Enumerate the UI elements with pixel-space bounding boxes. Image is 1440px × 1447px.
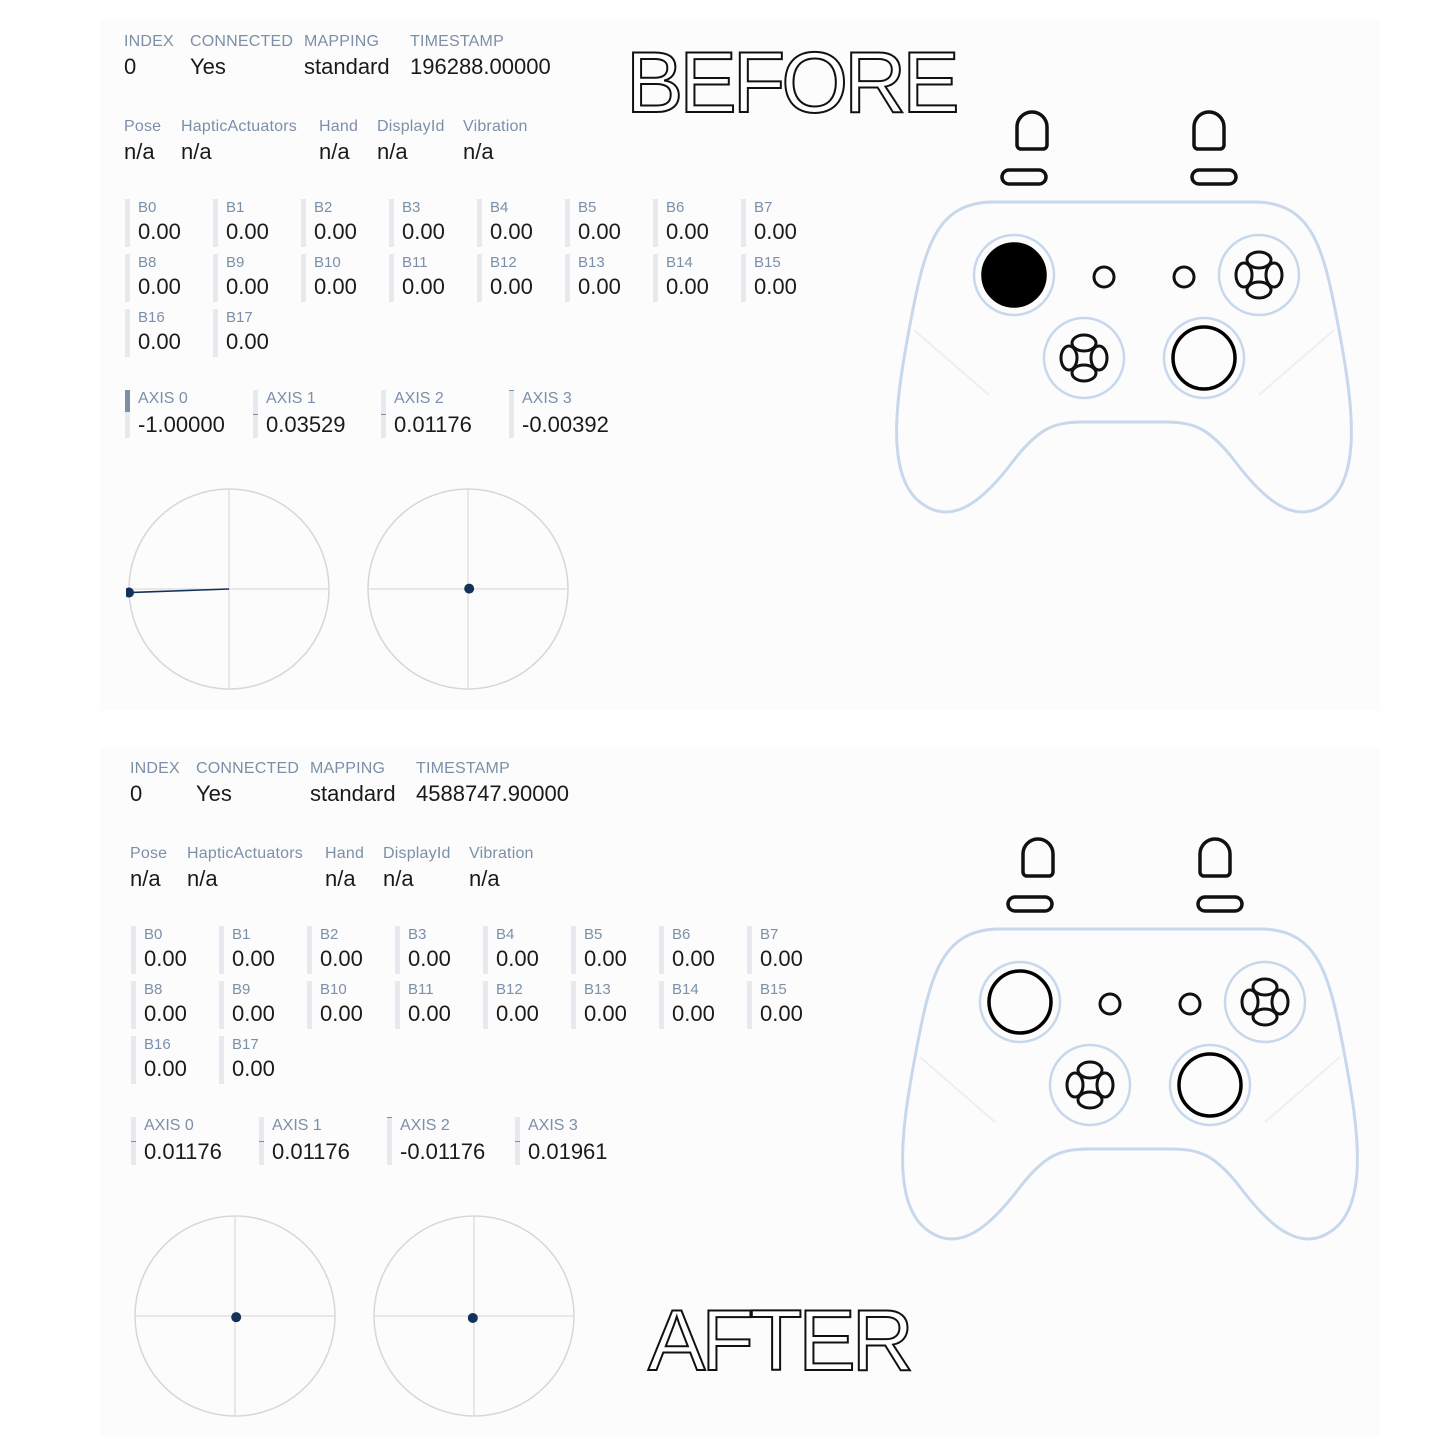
button-label: B4 <box>496 926 514 943</box>
index-value: 0 <box>124 54 136 80</box>
button-value-bar <box>565 199 570 247</box>
menu-button-icon <box>1174 267 1194 287</box>
button-label: B3 <box>402 199 420 216</box>
button-cell-b5 <box>565 199 645 247</box>
button-label: B11 <box>402 254 428 271</box>
gamepad-diagram <box>890 827 1370 1247</box>
button-label: B5 <box>578 199 596 216</box>
button-value-bar <box>395 926 400 974</box>
button-value: 0.00 <box>672 1001 715 1027</box>
button-label: B6 <box>672 926 690 943</box>
axis-label: AXIS 2 <box>394 390 444 408</box>
axis-value: 0.01961 <box>528 1139 608 1165</box>
mapping-value: standard <box>304 54 390 80</box>
button-label: B1 <box>226 199 244 216</box>
timestamp-value: 4588747.90000 <box>416 781 569 807</box>
button-label: B8 <box>138 254 156 271</box>
dpad-icon <box>1050 1045 1130 1125</box>
button-label: B4 <box>490 199 508 216</box>
button-cell-b5 <box>571 926 651 974</box>
button-value-bar <box>213 254 218 302</box>
button-label: B10 <box>320 981 347 998</box>
button-label: B16 <box>138 309 165 326</box>
button-label: B13 <box>578 254 605 271</box>
axis-fill <box>125 390 130 412</box>
button-cell-b4 <box>483 926 563 974</box>
button-label: B7 <box>760 926 778 943</box>
axis-value: -0.01176 <box>400 1139 485 1165</box>
button-label: B10 <box>314 254 341 271</box>
right-bumper-icon <box>1198 839 1242 911</box>
mapping-label: MAPPING <box>310 760 385 778</box>
button-value-bar <box>653 199 658 247</box>
axis-value: -0.00392 <box>522 412 609 438</box>
axis-label: AXIS 3 <box>522 390 572 408</box>
button-value-bar <box>659 926 664 974</box>
button-cell-b2 <box>307 926 387 974</box>
left-stick-icon <box>980 962 1060 1042</box>
button-value-bar <box>213 199 218 247</box>
button-value-bar <box>307 926 312 974</box>
axis-cell-1 <box>259 1117 379 1167</box>
dpad-icon <box>1044 318 1124 398</box>
button-value-bar <box>125 309 130 357</box>
axis-label: AXIS 2 <box>400 1117 450 1135</box>
button-value-bar <box>659 981 664 1029</box>
pose-value: n/a <box>130 866 161 892</box>
button-cell-b10 <box>307 981 387 1029</box>
button-value: 0.00 <box>232 1001 275 1027</box>
button-value: 0.00 <box>138 219 181 245</box>
right-stick-icon <box>1170 1045 1250 1125</box>
button-value: 0.00 <box>496 1001 539 1027</box>
connected-value: Yes <box>190 54 226 80</box>
button-cell-b2 <box>301 199 381 247</box>
left-stick-icon <box>974 235 1054 315</box>
button-value: 0.00 <box>226 219 269 245</box>
after-overlay-text: AFTER <box>648 1292 910 1391</box>
button-value: 0.00 <box>226 329 269 355</box>
connected-value: Yes <box>196 781 232 807</box>
timestamp-label: TIMESTAMP <box>416 760 510 778</box>
button-cell-b1 <box>219 926 299 974</box>
axis-value: -1.00000 <box>138 412 225 438</box>
button-value: 0.00 <box>226 274 269 300</box>
button-value: 0.00 <box>578 219 621 245</box>
axis-label: AXIS 1 <box>272 1117 322 1135</box>
axis-label: AXIS 1 <box>266 390 316 408</box>
button-value: 0.00 <box>490 274 533 300</box>
axis-cell-2 <box>381 390 501 440</box>
hapticactuators-value: n/a <box>187 866 218 892</box>
button-label: B9 <box>232 981 250 998</box>
button-cell-b11 <box>395 981 475 1029</box>
mapping-value: standard <box>310 781 396 807</box>
displayid-value: n/a <box>383 866 414 892</box>
stick-position-dot <box>468 1313 478 1323</box>
axis-value: 0.01176 <box>144 1139 222 1165</box>
axis-value: 0.01176 <box>272 1139 350 1165</box>
button-label: B9 <box>226 254 244 271</box>
axis-fill <box>253 414 258 415</box>
button-value-bar <box>483 981 488 1029</box>
button-value-bar <box>571 981 576 1029</box>
button-value-bar <box>125 254 130 302</box>
axis-cell-3 <box>509 390 629 440</box>
grip-line-left <box>920 1057 995 1122</box>
axis-cell-3 <box>515 1117 635 1167</box>
button-value-bar <box>747 981 752 1029</box>
button-cell-b7 <box>741 199 821 247</box>
button-value-bar <box>219 981 224 1029</box>
button-value-bar <box>741 254 746 302</box>
button-value-bar <box>125 199 130 247</box>
button-value-bar <box>747 926 752 974</box>
mapping-label: MAPPING <box>304 33 379 51</box>
button-cell-b15 <box>747 981 827 1029</box>
button-label: B2 <box>320 926 338 943</box>
left-bumper-icon <box>1008 839 1053 911</box>
button-value: 0.00 <box>314 274 357 300</box>
face-buttons-icon <box>1219 235 1299 315</box>
button-value: 0.00 <box>408 946 451 972</box>
button-cell-b0 <box>131 926 211 974</box>
displayid-label: DisplayId <box>383 845 451 863</box>
button-label: B14 <box>672 981 699 998</box>
hand-value: n/a <box>325 866 356 892</box>
button-cell-b9 <box>213 254 293 302</box>
hapticactuators-label: HapticActuators <box>181 118 297 136</box>
button-cell-b12 <box>477 254 557 302</box>
button-value-bar <box>477 254 482 302</box>
button-cell-b16 <box>125 309 205 357</box>
stick-position-dot <box>231 1312 241 1322</box>
button-cell-b12 <box>483 981 563 1029</box>
button-cell-b14 <box>659 981 739 1029</box>
hapticactuators-value: n/a <box>181 139 212 165</box>
displayid-label: DisplayId <box>377 118 445 136</box>
button-value: 0.00 <box>408 1001 451 1027</box>
button-label: B0 <box>138 199 156 216</box>
button-cell-b8 <box>125 254 205 302</box>
button-value: 0.00 <box>232 946 275 972</box>
axis-cell-1 <box>253 390 373 440</box>
button-cell-b6 <box>653 199 733 247</box>
vibration-value: n/a <box>469 866 500 892</box>
left-bumper-icon <box>1002 112 1047 184</box>
button-value: 0.00 <box>754 274 797 300</box>
button-value: 0.00 <box>320 1001 363 1027</box>
vibration-value: n/a <box>463 139 494 165</box>
button-label: B13 <box>584 981 611 998</box>
axis-label: AXIS 3 <box>528 1117 578 1135</box>
button-value: 0.00 <box>754 219 797 245</box>
button-value: 0.00 <box>760 946 803 972</box>
button-label: B15 <box>760 981 787 998</box>
button-cell-b9 <box>219 981 299 1029</box>
button-value: 0.00 <box>144 946 187 972</box>
button-value: 0.00 <box>584 1001 627 1027</box>
button-value: 0.00 <box>314 219 357 245</box>
gamepad-diagram <box>884 100 1364 520</box>
face-buttons-icon <box>1225 962 1305 1042</box>
button-cell-b10 <box>301 254 381 302</box>
button-value: 0.00 <box>490 219 533 245</box>
button-value: 0.00 <box>144 1001 187 1027</box>
button-label: B14 <box>666 254 693 271</box>
button-label: B12 <box>496 981 523 998</box>
button-value-bar <box>483 926 488 974</box>
button-value: 0.00 <box>138 329 181 355</box>
button-value-bar <box>131 926 136 974</box>
button-value: 0.00 <box>760 1001 803 1027</box>
button-value-bar <box>301 254 306 302</box>
pose-label: Pose <box>124 118 161 136</box>
button-label: B8 <box>144 981 162 998</box>
hand-value: n/a <box>319 139 350 165</box>
view-button-icon <box>1100 994 1120 1014</box>
pose-value: n/a <box>124 139 155 165</box>
button-label: B3 <box>408 926 426 943</box>
axis-value: 0.01176 <box>394 412 472 438</box>
button-value-bar <box>213 309 218 357</box>
grip-line-right <box>1259 330 1334 395</box>
button-value: 0.00 <box>666 219 709 245</box>
button-value-bar <box>219 1036 224 1084</box>
button-label: B6 <box>666 199 684 216</box>
button-label: B16 <box>144 1036 171 1053</box>
button-label: B0 <box>144 926 162 943</box>
timestamp-value: 196288.00000 <box>410 54 551 80</box>
before-panel <box>0 0 1440 720</box>
button-value: 0.00 <box>666 274 709 300</box>
left-stick-plot <box>126 486 332 692</box>
button-cell-b7 <box>747 926 827 974</box>
button-cell-b1 <box>213 199 293 247</box>
axis-cell-2 <box>387 1117 507 1167</box>
button-value-bar <box>741 199 746 247</box>
button-cell-b4 <box>477 199 557 247</box>
button-value: 0.00 <box>578 274 621 300</box>
hand-label: Hand <box>325 845 364 863</box>
hapticactuators-label: HapticActuators <box>187 845 303 863</box>
axis-cell-0 <box>125 390 245 440</box>
left-stick-plot <box>132 1213 338 1419</box>
after-panel <box>0 727 1440 1447</box>
index-label: INDEX <box>124 33 174 51</box>
button-value: 0.00 <box>496 946 539 972</box>
button-cell-b15 <box>741 254 821 302</box>
button-cell-b3 <box>389 199 469 247</box>
button-label: B15 <box>754 254 781 271</box>
right-stick-plot <box>365 486 571 692</box>
index-label: INDEX <box>130 760 180 778</box>
button-value-bar <box>389 254 394 302</box>
hand-label: Hand <box>319 118 358 136</box>
button-cell-b16 <box>131 1036 211 1084</box>
button-value-bar <box>395 981 400 1029</box>
button-cell-b8 <box>131 981 211 1029</box>
vibration-label: Vibration <box>469 845 534 863</box>
stick-position-dot <box>464 584 474 594</box>
displayid-value: n/a <box>377 139 408 165</box>
grip-line-right <box>1265 1057 1340 1122</box>
button-label: B12 <box>490 254 517 271</box>
button-cell-b0 <box>125 199 205 247</box>
button-value-bar <box>219 926 224 974</box>
button-value: 0.00 <box>672 946 715 972</box>
button-value-bar <box>477 199 482 247</box>
button-value: 0.00 <box>402 274 445 300</box>
button-value: 0.00 <box>320 946 363 972</box>
button-value: 0.00 <box>402 219 445 245</box>
button-value-bar <box>571 926 576 974</box>
pose-label: Pose <box>130 845 167 863</box>
axis-bar <box>387 1117 392 1165</box>
timestamp-label: TIMESTAMP <box>410 33 504 51</box>
button-value-bar <box>301 199 306 247</box>
button-cell-b17 <box>213 309 293 357</box>
button-value-bar <box>131 1036 136 1084</box>
button-value-bar <box>653 254 658 302</box>
button-label: B5 <box>584 926 602 943</box>
button-value: 0.00 <box>232 1056 275 1082</box>
axis-bar <box>509 390 514 438</box>
button-label: B11 <box>408 981 434 998</box>
axis-value: 0.03529 <box>266 412 346 438</box>
button-value-bar <box>307 981 312 1029</box>
view-button-icon <box>1094 267 1114 287</box>
right-bumper-icon <box>1192 112 1236 184</box>
button-cell-b13 <box>565 254 645 302</box>
button-cell-b3 <box>395 926 475 974</box>
axis-label: AXIS 0 <box>144 1117 194 1135</box>
connected-label: CONNECTED <box>190 33 293 51</box>
button-cell-b13 <box>571 981 651 1029</box>
button-label: B1 <box>232 926 250 943</box>
button-cell-b6 <box>659 926 739 974</box>
button-label: B7 <box>754 199 772 216</box>
button-label: B2 <box>314 199 332 216</box>
index-value: 0 <box>130 781 142 807</box>
button-value: 0.00 <box>584 946 627 972</box>
vibration-label: Vibration <box>463 118 528 136</box>
right-stick-plot <box>371 1213 577 1419</box>
before-overlay-text: BEFORE <box>626 34 956 133</box>
button-cell-b14 <box>653 254 733 302</box>
button-value-bar <box>131 981 136 1029</box>
button-label: B17 <box>232 1036 259 1053</box>
axis-label: AXIS 0 <box>138 390 188 408</box>
button-value-bar <box>565 254 570 302</box>
button-cell-b17 <box>219 1036 299 1084</box>
button-value: 0.00 <box>144 1056 187 1082</box>
button-cell-b11 <box>389 254 469 302</box>
button-value-bar <box>389 199 394 247</box>
menu-button-icon <box>1180 994 1200 1014</box>
axis-cell-0 <box>131 1117 251 1167</box>
button-value: 0.00 <box>138 274 181 300</box>
right-stick-icon <box>1164 318 1244 398</box>
button-label: B17 <box>226 309 253 326</box>
connected-label: CONNECTED <box>196 760 299 778</box>
grip-line-left <box>914 330 989 395</box>
